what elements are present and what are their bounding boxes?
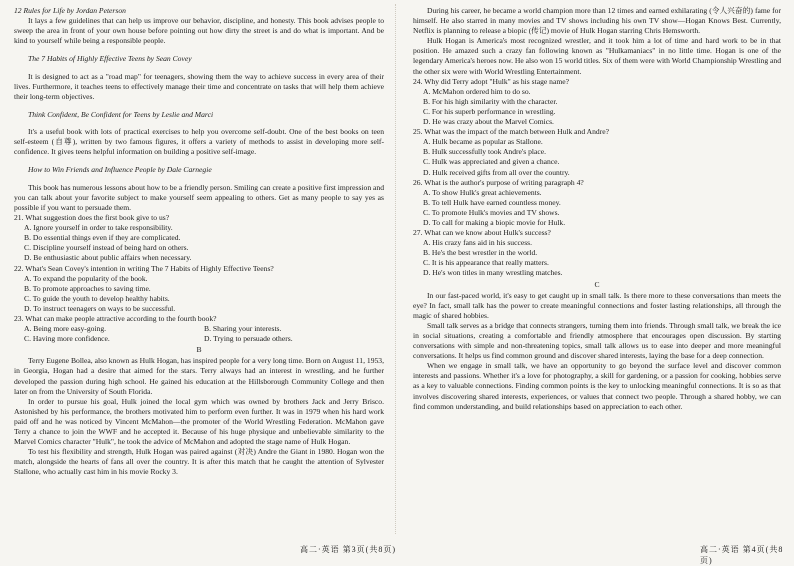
- option-21a[interactable]: A. Ignore yourself in order to take responsibility.: [24, 223, 173, 233]
- option-26b[interactable]: B. To tell Hulk have earned countless money.: [423, 197, 561, 207]
- column-divider: [395, 4, 396, 534]
- page-footer-3: 高二·英语 第3页(共8页): [300, 545, 396, 554]
- book2-text: It is designed to act as a "road map" for teenagers, showing them the way to achieve success in every area of their lives. Furthermore, it teaches teens to effectively manage their time and concentrate on tasks that will help them achieve their long-term objectives.: [14, 71, 384, 101]
- option-27d[interactable]: D. He's won titles in many wrestling matches.: [423, 268, 563, 278]
- passage-b-para3: To test his flexibility and strength, Hulk Hogan was paired against (对决) Andre the Giant in 1980. Hogan won the match, alongside the hearts of fans all over the country. It is after this match that he caught the attention of Sylvester Stallone, who actually cast him in his movie Rocky 3.: [14, 447, 384, 477]
- passage-c-para1: In our fast-paced world, it's easy to get caught up in small talk. Is there more to these conversations than meets the eye? In fact, small talk has the power to create meaningful connections and foster lasting relationships, all through the magic of shared hobbies.: [413, 290, 781, 320]
- option-24a[interactable]: A. McMahon ordered him to do so.: [423, 86, 531, 96]
- option-24c[interactable]: C. For his superb performance in wrestling.: [423, 106, 556, 116]
- option-23b[interactable]: B. Sharing your interests.: [204, 324, 282, 334]
- right-column: [413, 6, 781, 412]
- option-27a[interactable]: A. His crazy fans aid in his success.: [423, 238, 533, 248]
- option-22b[interactable]: B. To promote approaches to saving time.: [24, 283, 151, 293]
- passage-b-para2: In order to pursue his goal, Hulk joined the local gym which was owned by brothers Jack and Jerry Brisco. Astonished by his performance, the brothers motivated him to perform even further. It was in 1979 when his hard work paid off and he was noticed by Vincent McMahon—the promoter of the World Wrestling Federation. McMahon gave Terry a chance to join the WWF and he accepted it. Because of his huge physique and unbelievable similarity to the Marvel Comics character "Hulk", he took the advice of McMahon and adopted the stage name of Hulk Hogan.: [14, 396, 384, 447]
- option-23c[interactable]: C. Having more confidence.: [24, 334, 110, 344]
- book3-title: Think Confident, Be Confident for Teens by Leslie and Marci: [28, 109, 214, 119]
- option-25a[interactable]: A. Hulk became as popular as Stallone.: [423, 137, 543, 147]
- option-24d[interactable]: D. He was crazy about the Marvel Comics.: [423, 117, 554, 127]
- option-26a[interactable]: A. To show Hulk's great achievements.: [423, 187, 542, 197]
- passage-b-para1: Terry Eugene Bollea, also known as Hulk Hogan, has inspired people for a very long time. Born on August 11, 1953, in Georgia, Hogan had a desire that aimed for the stars. Terry always had an interest in wrestling, and he further developed the passion during high school. He gained his education at the Hillsborough Community College and then later on from the University of South Florida.: [14, 356, 384, 396]
- question-26: 26. What is the author's purpose of writing paragraph 4?: [413, 177, 584, 187]
- passage-c-para2: Small talk serves as a bridge that connects strangers, turning them into friends. Through small talk, we break the ice in social situations, creating a comfortable and friendly atmosphere that encourages open discussion. By starting conversations with simple and non-threatening topics, small talk allows us to ease into deeper and more meaningful conversations. It helps us find common ground and discover shared interests, laying the base for a deep connection.: [413, 320, 781, 361]
- page-footer-4: 高二·英语 第4页(共8页): [700, 545, 784, 565]
- option-23d[interactable]: D. Trying to persuade others.: [204, 334, 293, 344]
- option-25c[interactable]: C. Hulk was appreciated and given a chance.: [423, 157, 560, 167]
- book1-text: It lays a few guidelines that can help us improve our behavior, discipline, and honesty. This book advises people to sweep the area in front of your own house before pointing out how dirty the street is and do what is important. And be kind to yourself while being a responsible people.: [14, 16, 384, 46]
- book4-title: How to Win Friends and Influence People by Dale Carnegie: [28, 165, 212, 175]
- book2-title: The 7 Habits of Highly Effective Teens by Sean Covey: [28, 53, 192, 63]
- option-21b[interactable]: B. Do essential things even if they are complicated.: [24, 233, 181, 243]
- option-21d[interactable]: D. Be enthusiastic about public affairs when necessary.: [24, 253, 192, 263]
- option-26d[interactable]: D. To call for making a biopic movie for Hulk.: [423, 217, 566, 227]
- option-22d[interactable]: D. To instruct teenagers on ways to be successful.: [24, 303, 176, 313]
- passage-b-para4: During his career, he became a world champion more than 12 times and earned exhilarating (令人兴奋的) fame for himself. He also starred in many movies and TV shows including his own TV show—Hogan Knows Best. Currently, Netflix is planning to release a biopic (传记) movie of Hulk Hogan starring Chris Hemsworth.: [413, 6, 781, 36]
- option-23a[interactable]: A. Being more easy-going.: [24, 324, 107, 334]
- option-22c[interactable]: C. To guide the youth to develop healthy habits.: [24, 293, 170, 303]
- question-22: 22. What's Sean Covey's intention in writing The 7 Habits of Highly Effective Teens?: [14, 263, 274, 273]
- option-24b[interactable]: B. For his high similarity with the character.: [423, 96, 558, 106]
- option-25d[interactable]: D. Hulk received gifts from all over the country.: [423, 167, 570, 177]
- left-column: [14, 6, 384, 478]
- passage-c-para3: When we engage in small talk, we have an opportunity to go beyond the surface level and discover common interests and passions. Whether it's a love for photography, a skill for gardening, or a passion for cooking, hobbies serve as a key to valuable connections. Finding common points is the key to unlocking meaningful connections. It is so as that involves discovering shared interests, experiences, or values that connect two people. Through a shared hobby, we can find common understanding, and build relationships based on appreciation to each other.: [413, 361, 781, 411]
- option-26c[interactable]: C. To promote Hulk's movies and TV shows.: [423, 207, 560, 217]
- book1-title: 12 Rules for Life by Jordan Peterson: [14, 6, 126, 15]
- option-22a[interactable]: A. To expand the popularity of the book.: [24, 273, 148, 283]
- question-25: 25. What was the impact of the match between Hulk and Andre?: [413, 127, 609, 137]
- question-21: 21. What suggestion does the first book give to us?: [14, 213, 170, 223]
- section-b-marker: B: [196, 345, 202, 355]
- option-21c[interactable]: C. Discipline yourself instead of being hard on others.: [24, 243, 189, 253]
- question-23: 23. What can make people attractive according to the fourth book?: [14, 314, 217, 323]
- option-25b[interactable]: B. Hulk successfully took Andre's place.: [423, 147, 547, 157]
- options-23-row2: [14, 334, 384, 344]
- passage-b-para5: Hulk Hogan is America's most recognized wrestler, and it took him a lot of time and hard work to be in that position. He amazed such a crazy fan following known as "Hulkamaniacs" in no little time. Hogan is one of the legendary America's heroes now. He also won 15 world titles. Six of them were with World Championship Wrestling and the other six were with World Wrestling Entertainment.: [413, 36, 781, 76]
- question-24: 24. Why did Terry adopt "Hulk" as his stage name?: [413, 76, 569, 86]
- question-27: 27. What can we know about Hulk's success?: [413, 228, 551, 238]
- option-27b[interactable]: B. He's the best wrestler in the world.: [423, 248, 538, 258]
- option-27c[interactable]: C. It is his appearance that really matters.: [423, 258, 549, 268]
- book3-text: It's a useful book with lots of practical exercises to help you overcome self-doubt. One of the best books on teen self-esteem (自尊), written by two famous figures, it offers a variety of methods to assist in developing more self-confidence. It gives teens helpful information on building a positive self-image.: [14, 127, 384, 157]
- options-23-row1: [14, 324, 384, 334]
- book4-text: This book has numerous lessons about how to be a friendly person. Smiling can create a positive first impression and you can talk about your favorite subject to make yourself seem appealing to others. Get as many people to say yes as possible if you want to persuade them.: [14, 182, 384, 212]
- section-c-marker: C: [594, 279, 600, 289]
